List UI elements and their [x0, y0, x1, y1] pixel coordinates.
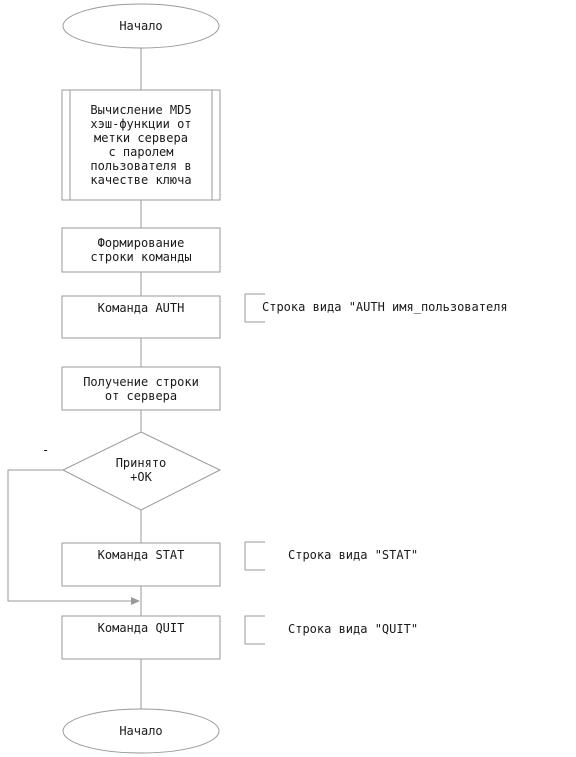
form-command-label: Формирование строки команды: [90, 236, 192, 264]
auth-note: Строка вида "AUTH имя_пользователя: [262, 300, 508, 314]
auth-command-label: Команда AUTH: [97, 301, 185, 315]
stat-note-bracket: [245, 542, 265, 570]
receive-line-label: Получение строки от сервера: [83, 374, 199, 403]
decision-no-label: -: [42, 443, 50, 457]
quit-note: Строка вида "QUIT": [288, 622, 419, 636]
stat-note: Строка вида "STAT": [288, 548, 419, 562]
stat-command-label: Команда STAT: [97, 548, 185, 562]
start-label: Начало: [119, 19, 163, 33]
end-label: Начало: [119, 724, 163, 738]
decision-label: Принято +OK: [115, 456, 167, 484]
compute-md5-label: Вычисление MD5 хэш-функции от метки сервера с паролем пользователя в качестве ключа: [90, 103, 192, 187]
quit-note-bracket: [245, 616, 265, 644]
arrowhead-icon: [131, 597, 140, 605]
quit-command-label: Команда QUIT: [97, 621, 185, 635]
